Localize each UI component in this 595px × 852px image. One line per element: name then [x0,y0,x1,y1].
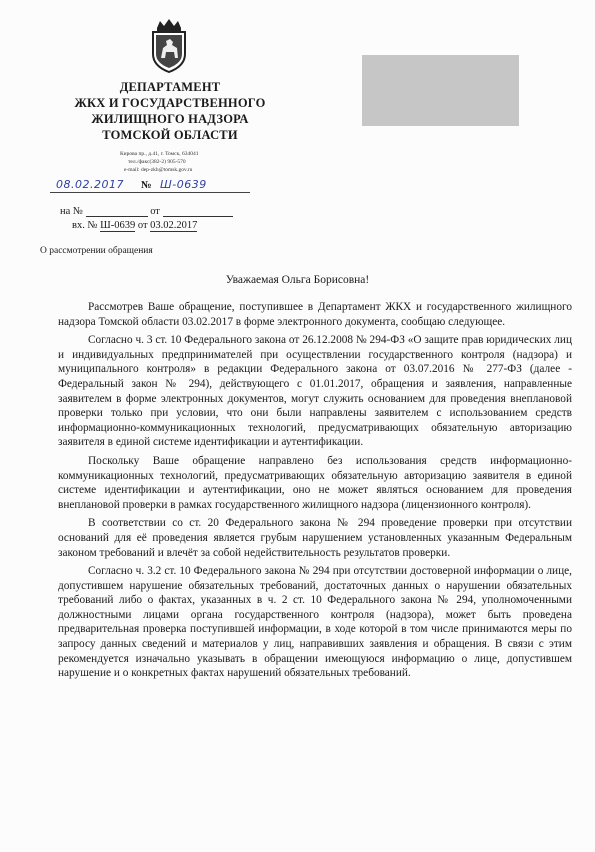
address-line: тел./факс(382-2) 905-570 [128,159,186,165]
outgoing-date: 08.02.2017 [56,178,124,191]
dept-line: ЖКХ И ГОСУДАРСТВЕННОГО [74,96,266,110]
vh-label: вх. № [72,220,98,231]
letter-subject: О рассмотрении обращения [40,246,153,256]
outgoing-registration [38,178,278,196]
outgoing-number-label: № [141,180,153,191]
reference-line-2 [72,220,197,231]
department-address [120,150,220,174]
vh-number: Ш-0639 [100,220,136,231]
greeting: Уважаемая Ольга Борисовна! [225,274,370,286]
vh-ot-label: от [137,220,148,231]
ot-blank [163,216,233,217]
registration-underline [50,192,250,193]
body-paragraph: Согласно ч. 3.2 ст. 10 Федерального закона № 294 при отсутствии достоверной информации о лице, допустившем нарушение обязательных требований, достаточных данных о нарушении обязательных требований либо о фактах, указанных в ч. 2 ст. 10 Федерального закона № 294, уполномоченными должностными лицами органа государственного контроля (надзора), может быть проведена предварительная проверка поступившей информации, в ходе которой в том числе принимаются меры по запросу данных сведений и материалов у лиц, направивших заявления и обращения. В связи с этим рекомендуется изначально указывать в обращении имеющуюся информацию о лице, допустившем нарушение и о конкретных фактах нарушений обязательных требований. [58,565,572,680]
body-paragraph: Согласно ч. 3 ст. 10 Федерального закона от 26.12.2008 № 294-ФЗ «О защите прав юридических лиц и индивидуальных предпринимателей при осуществлении государственного контроля (надзора) и муниципального контроля» в редакции Федерального закона от 03.07.2016 № 277-ФЗ (далее - Федеральный закон № 294), действующего с 01.01.2017, обращения и заявления, направленные заявителем в форме электронных документов, могут служить основанием для проведения внеплановой проверки только при условии, что они были направлены заявителем с использованием средств информационно-коммуникационных технологий, предусматривающих обязательную авторизацию заявителя в единой системе идентификации и аутентификации. [58,334,572,449]
ot-label: от [150,206,160,217]
outgoing-number: Ш-0639 [160,178,207,191]
dept-line: ДЕПАРТАМЕНТ [119,80,221,94]
na-blank [86,216,148,217]
coat-of-arms-icon [147,18,191,74]
vh-date: 03.02.2017 [150,220,198,231]
address-line: e-mail: dep-zkh@tomsk.gov.ru [124,167,193,173]
body-paragraph: Рассмотрев Ваше обращение, поступившее в Департамент ЖКХ и государственного жилищного надзора Томской области 03.02.2017 в форме электронного документа, сообщаю следующее. [58,301,572,328]
body-paragraph: Поскольку Ваше обращение направлено без использования средств информационно-коммуникационных технологий, предусматривающих обязательную авторизацию заявителя в единой системе идентификации и аутентификации, оно не может являться основанием для проведения внеплановой проверки в рамках государственного жилищного надзора (лицензионного контроля). [58,454,572,511]
dept-line: ТОМСКОЙ ОБЛАСТИ [102,128,238,142]
redacted-recipient-block [362,55,519,126]
body-paragraph: В соответствии со ст. 20 Федерального закона № 294 проведение проверки при отсутствии оснований для её проведения является грубым нарушением установленных указанным Федеральным законом требований и влечёт за собой недействительность результатов проверки. [58,517,572,559]
address-line: Кирова пр., д.41, г. Томск, 634041 [120,151,199,157]
reference-line-1 [60,206,233,217]
department-name [40,79,300,143]
letter-body [58,300,572,685]
na-label: на № [60,206,83,217]
dept-line: ЖИЛИЩНОГО НАДЗОРА [91,112,249,126]
